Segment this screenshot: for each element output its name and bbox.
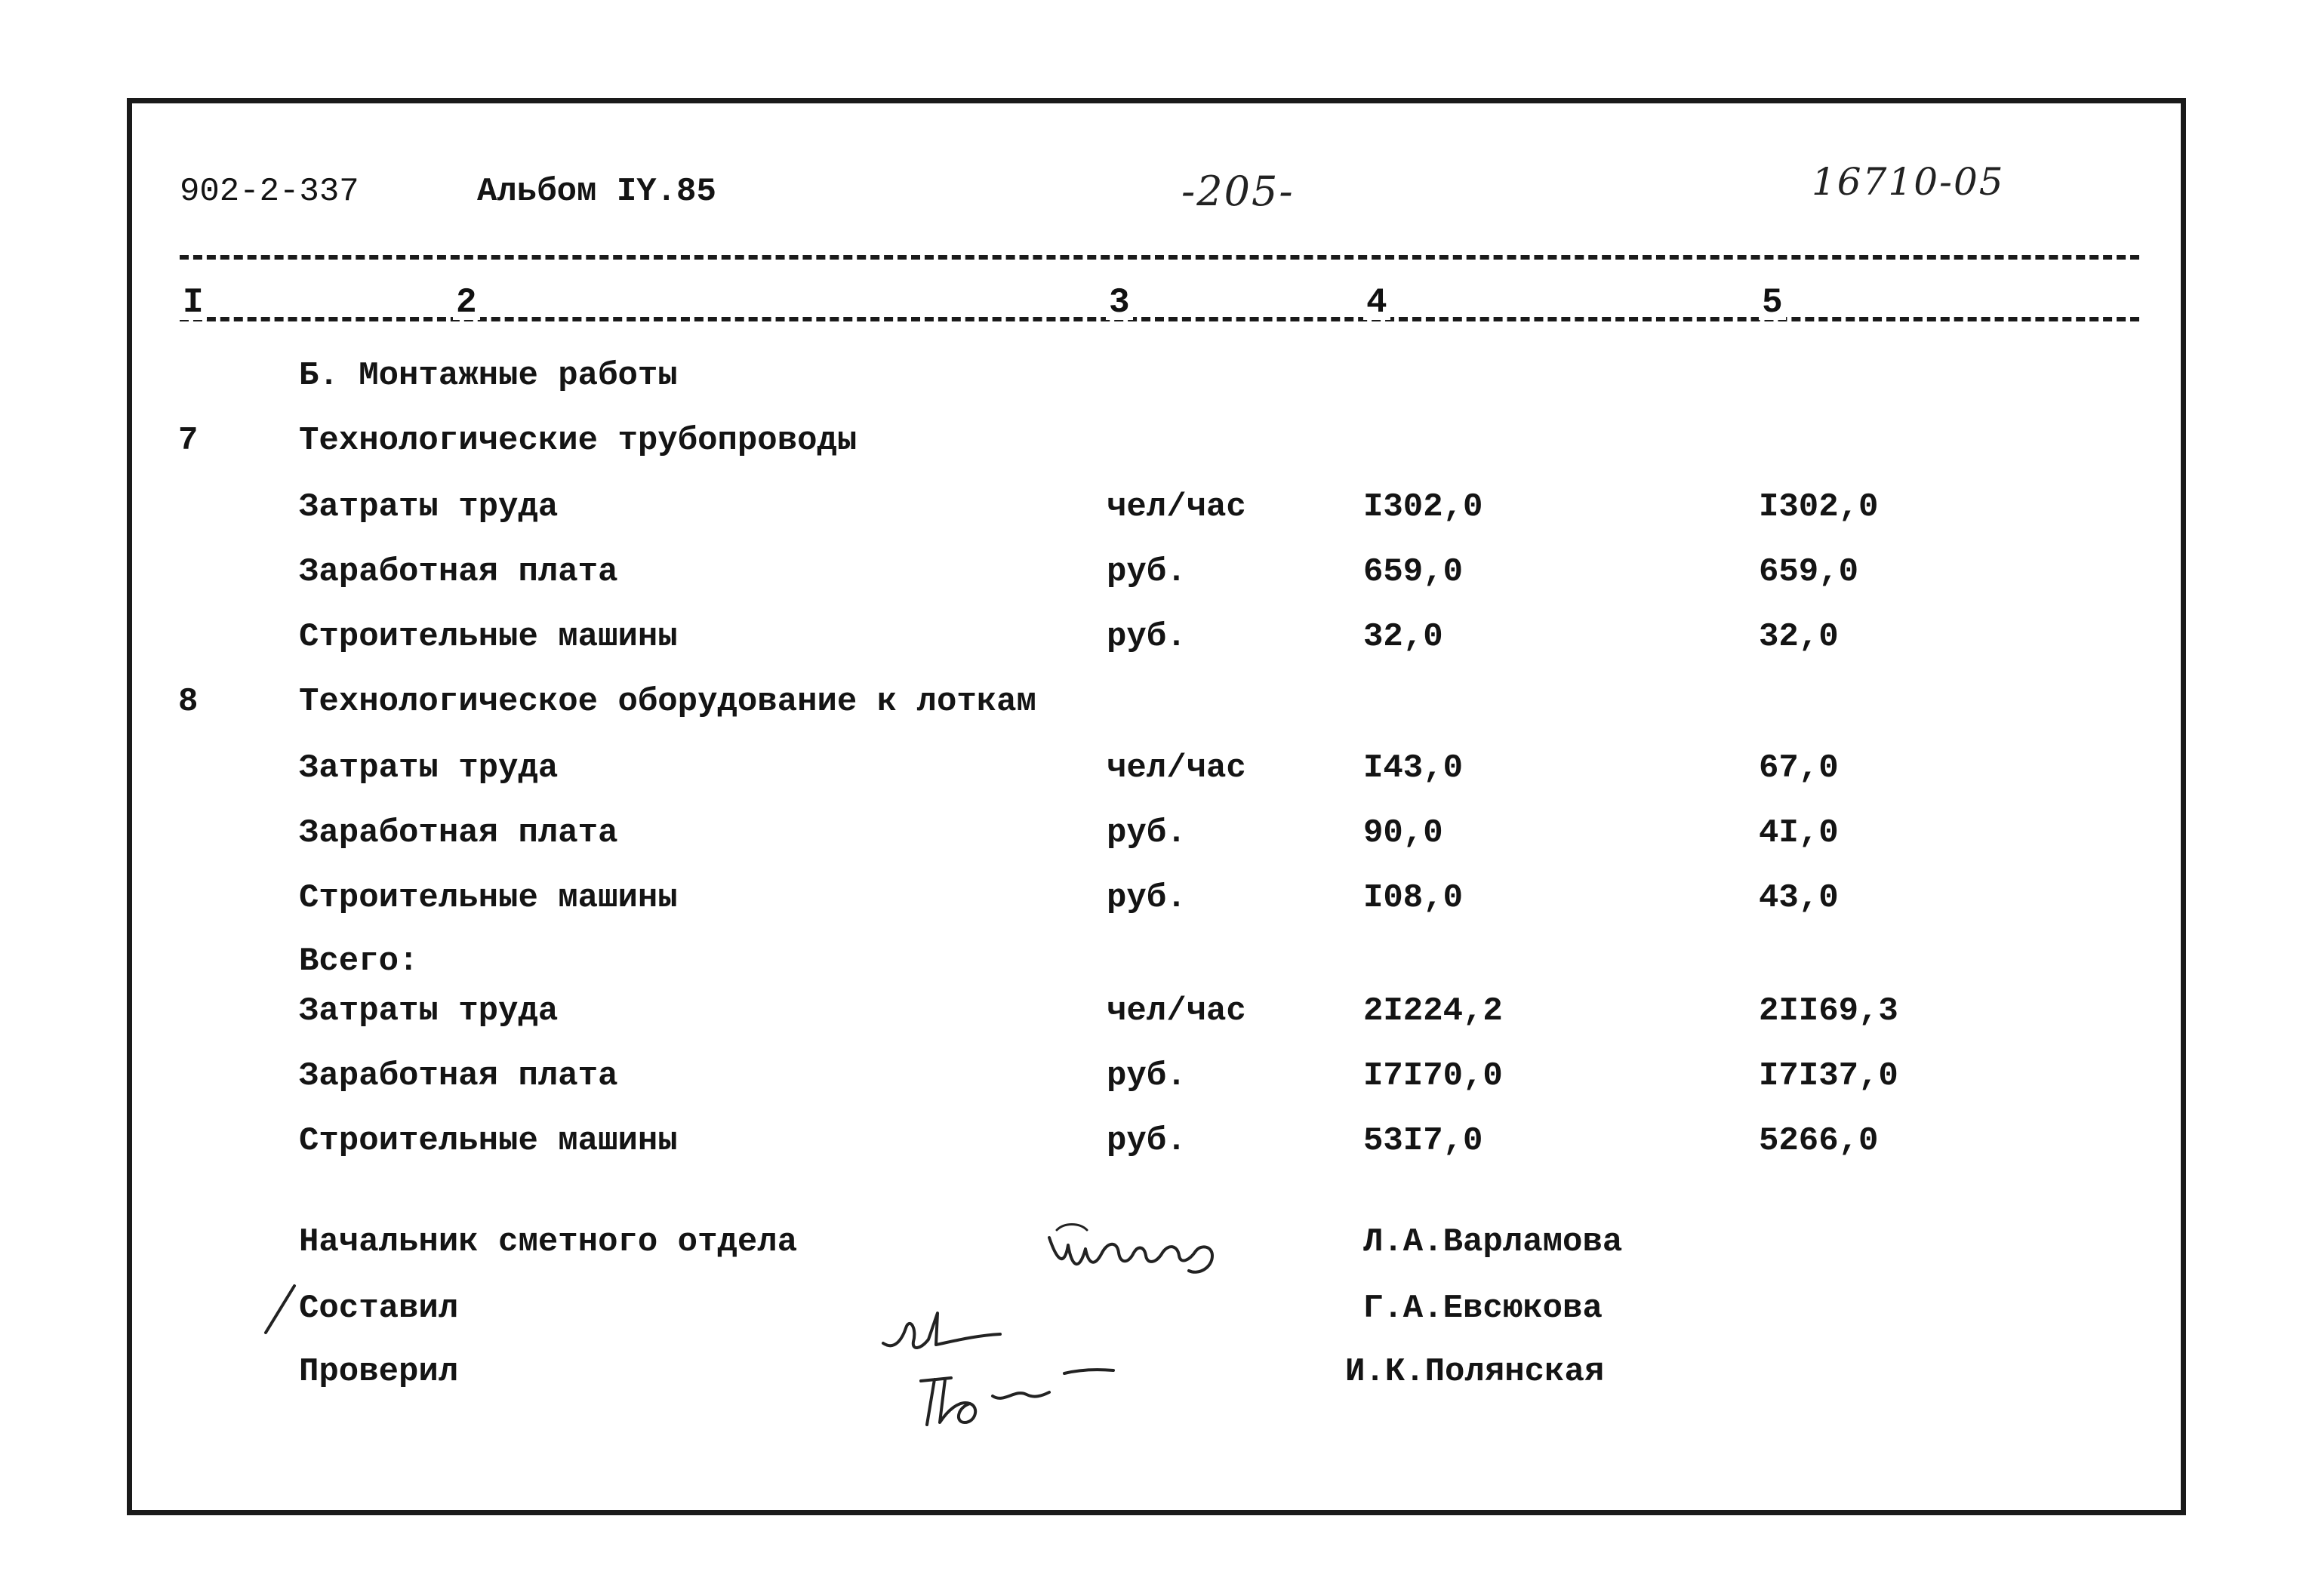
row-value-col5: 659,0: [1759, 553, 1859, 591]
row-unit: руб.: [1107, 879, 1187, 917]
inventory-number: 16710-05: [1812, 160, 2005, 204]
section-title: Б. Монтажные работы: [299, 357, 678, 395]
row-unit: чел/час: [1107, 488, 1246, 526]
total-row-name: Затраты труда: [299, 992, 559, 1030]
signature-role: Составил: [299, 1290, 459, 1327]
signature-name: И.К.Полянская: [1345, 1353, 1605, 1391]
album-label: Альбом IY.85: [477, 173, 716, 211]
row-name: Заработная плата: [299, 553, 618, 591]
row-value-col5: 32,0: [1759, 618, 1839, 656]
total-row-unit: руб.: [1107, 1057, 1187, 1095]
total-row-value-col5: I7I37,0: [1759, 1057, 1898, 1095]
total-row-value-col4: 2I224,2: [1363, 992, 1503, 1030]
column-number-2: 2: [453, 285, 480, 320]
group-title: Технологическое оборудование к лоткам: [299, 683, 1036, 721]
group-title: Технологические трубопроводы: [299, 422, 857, 460]
row-value-col5: 43,0: [1759, 879, 1839, 917]
column-number-4: 4: [1363, 285, 1390, 320]
column-number-5: 5: [1759, 285, 1786, 320]
signature-role: Проверил: [299, 1353, 459, 1391]
row-value-col4: I302,0: [1363, 488, 1483, 526]
row-value-col4: 90,0: [1363, 814, 1443, 852]
row-name: Заработная плата: [299, 814, 618, 852]
signature-role: Начальник сметного отдела: [299, 1223, 798, 1261]
total-row-name: Строительные машины: [299, 1122, 678, 1160]
row-value-col4: I43,0: [1363, 749, 1464, 787]
total-row-value-col4: I7I70,0: [1363, 1057, 1503, 1095]
signature-name: Г.А.Евсюкова: [1363, 1290, 1603, 1327]
header-divider-top: [180, 255, 2139, 260]
row-name: Затраты труда: [299, 488, 559, 526]
row-value-col4: 659,0: [1363, 553, 1464, 591]
row-value-col5: 67,0: [1759, 749, 1839, 787]
column-number-3: 3: [1106, 285, 1133, 320]
total-label: Всего:: [299, 943, 419, 980]
total-row-name: Заработная плата: [299, 1057, 618, 1095]
row-name: Строительные машины: [299, 618, 678, 656]
page-number: -205-: [1181, 168, 1295, 215]
group-number: 8: [178, 683, 199, 721]
row-unit: руб.: [1107, 814, 1187, 852]
slash-mark: [257, 1283, 302, 1336]
row-name: Затраты труда: [299, 749, 559, 787]
column-number-1: I: [180, 285, 207, 320]
doc-code: 902-2-337: [180, 173, 359, 211]
handwritten-signature-checker: [906, 1351, 1132, 1434]
total-row-value-col5: 5266,0: [1759, 1122, 1879, 1160]
total-row-value-col5: 2II69,3: [1759, 992, 1898, 1030]
row-value-col5: 4I,0: [1759, 814, 1839, 852]
total-row-value-col4: 53I7,0: [1363, 1122, 1483, 1160]
total-row-unit: чел/час: [1107, 992, 1246, 1030]
row-value-col4: I08,0: [1363, 879, 1464, 917]
row-name: Строительные машины: [299, 879, 678, 917]
group-number: 7: [178, 422, 199, 460]
total-row-unit: руб.: [1107, 1122, 1187, 1160]
row-value-col4: 32,0: [1363, 618, 1443, 656]
row-value-col5: I302,0: [1759, 488, 1879, 526]
signature-name: Л.А.Варламова: [1363, 1223, 1623, 1261]
row-unit: чел/час: [1107, 749, 1246, 787]
handwritten-signature-head: [1034, 1207, 1230, 1290]
row-unit: руб.: [1107, 553, 1187, 591]
row-unit: руб.: [1107, 618, 1187, 656]
